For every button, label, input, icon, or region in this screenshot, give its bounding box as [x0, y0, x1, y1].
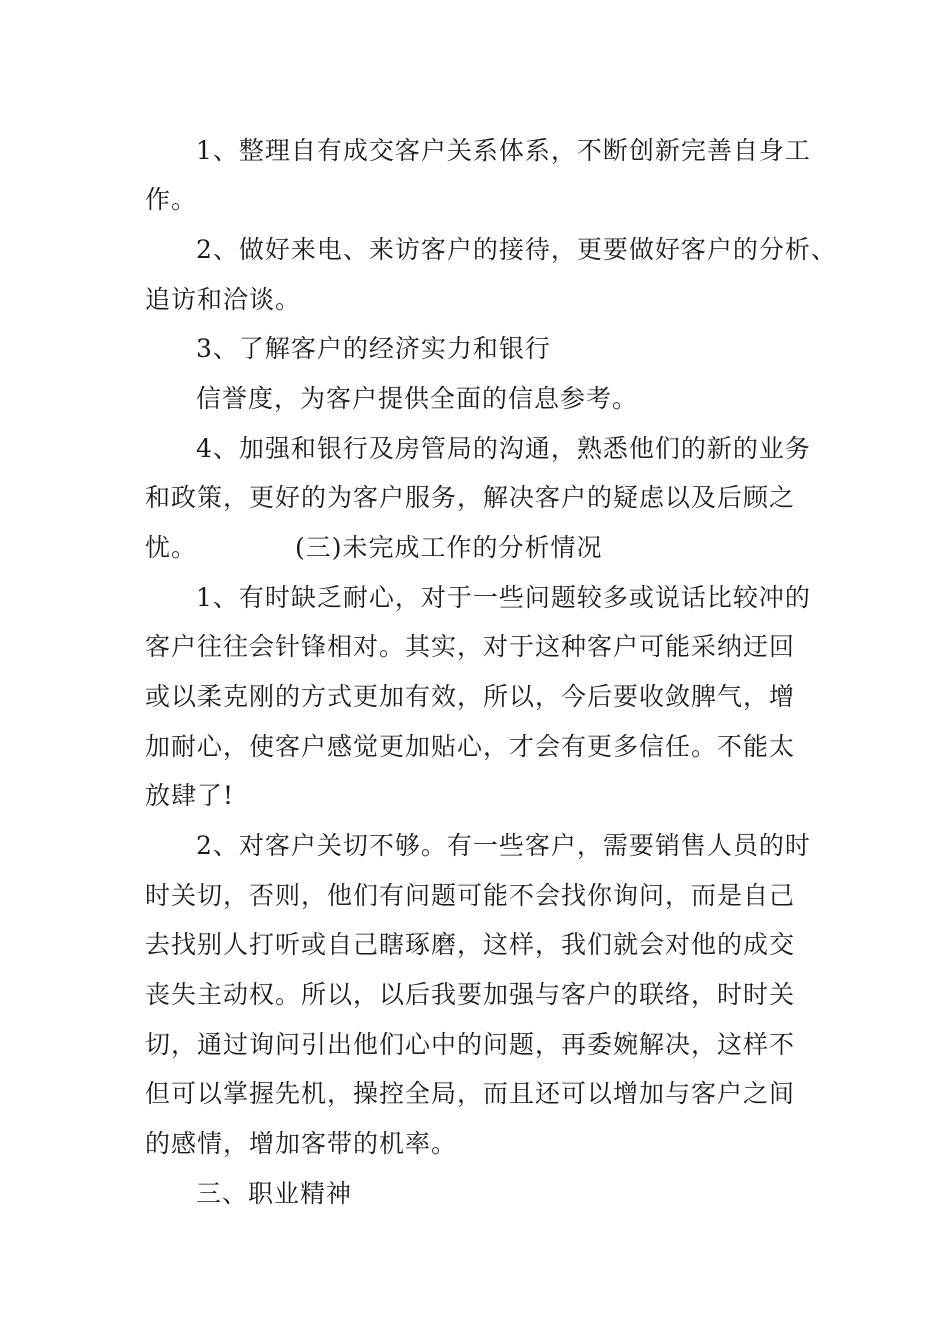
text-line: [145, 532, 603, 564]
section-heading: 三、职业精神: [196, 1179, 353, 1208]
text-line: 加耐心，使客户感觉更加贴心，才会有更多信任。不能太: [145, 732, 796, 761]
text-line: 客户往往会针锋相对。其实，对于这种客户可能采纳迂回: [145, 632, 796, 661]
text-line: 2、做好来电、来访客户的接待，更要做好客户的分析、: [196, 235, 837, 264]
text-line: 追访和洽谈。: [145, 285, 302, 314]
text-line: 去找别人打听或自己瞎琢磨，这样，我们就会对他的成交: [145, 930, 796, 959]
text-line: 2、对客户关切不够。有一些客户，需要销售人员的时: [196, 831, 811, 860]
text-line: 但可以掌握先机，操控全局，而且还可以增加与客户之间: [145, 1079, 796, 1108]
text-line: 丧失主动权。所以，以后我要加强与客户的联络，时时关: [145, 980, 796, 1009]
section-heading: (三)未完成工作的分析情况: [295, 533, 603, 562]
text-line: 4、加强和银行及房管局的沟通，熟悉他们的新的业务: [196, 434, 811, 463]
text-line: 时关切，否则，他们有问题可能不会找你询问，而是自己: [145, 881, 796, 910]
text-line: 切，通过询问引出他们心中的问题，再委婉解决，这样不: [145, 1030, 796, 1059]
text-line: 或以柔克刚的方式更加有效，所以，今后要收敛脾气，增: [145, 682, 796, 711]
text-line: 作。: [145, 185, 198, 214]
text-line: 放肆了!: [145, 781, 235, 810]
text-line: 和政策，更好的为客户服务，解决客户的疑虑以及后顾之: [145, 483, 796, 512]
text-line: 3、了解客户的经济实力和银行: [196, 334, 551, 363]
text-line: 1、有时缺乏耐心，对于一些问题较多或说话比较冲的: [196, 583, 811, 612]
text-line: 1、整理自有成交客户关系体系，不断创新完善自身工: [196, 136, 811, 165]
text-line: 的感情，增加客带的机率。: [145, 1129, 458, 1158]
text-line: 信誉度，为客户提供全面的信息参考。: [196, 384, 639, 413]
text-fragment: 忧。: [145, 533, 198, 562]
